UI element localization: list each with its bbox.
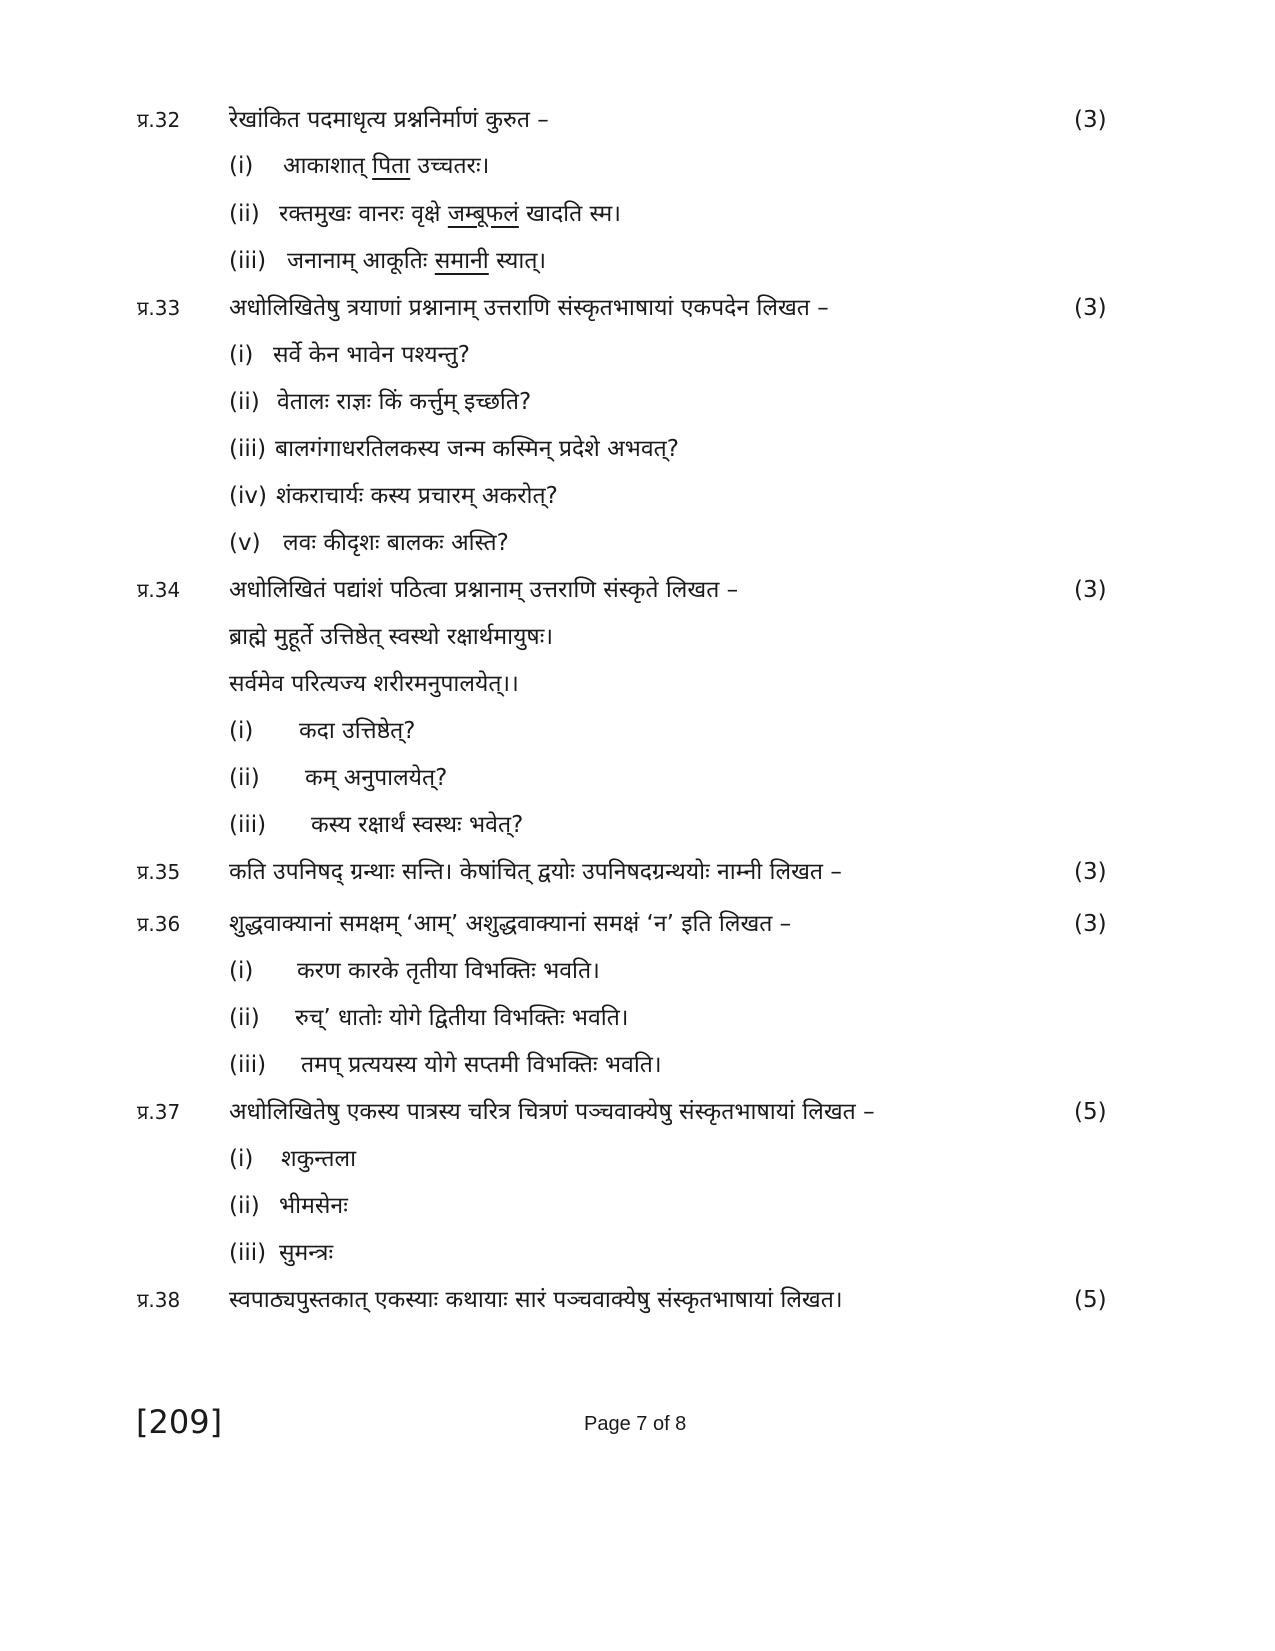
verse-text: सर्वमेव परित्यज्य शरीरमनुपालयेत्।। <box>229 671 519 697</box>
item-label: (i) <box>229 153 254 179</box>
question-text: रेखांकित पदमाधृत्य प्रश्ननिर्माणं कुरुत – <box>229 107 549 133</box>
question-number: प्र.34 <box>137 578 181 602</box>
question-34 <box>0 572 1275 608</box>
question-text: अधोलिखितेषु एकस्य पात्रस्य चरित्र चित्रणं पञ्चवाक्येषु संस्कृतभाषायां लिखत – <box>229 1099 875 1125</box>
item-label: (i) <box>229 718 254 744</box>
q33-item-2 <box>0 384 1275 420</box>
q36-item-1 <box>0 953 1275 989</box>
verse-line-1 <box>0 619 1275 655</box>
question-number: प्र.33 <box>137 296 181 320</box>
item-label: (v) <box>229 530 261 556</box>
q36-item-3 <box>0 1047 1275 1083</box>
item-text: कम् अनुपालयेत्? <box>305 765 448 791</box>
underlined-word: पिता <box>372 153 411 179</box>
item-text <box>287 243 546 279</box>
item-label: (i) <box>229 1146 254 1172</box>
paper-code: [209] <box>136 1403 223 1441</box>
item-text <box>283 148 489 184</box>
question-marks: (3) <box>1074 107 1107 133</box>
item-label: (ii) <box>229 1193 260 1219</box>
item-label: (iii) <box>229 812 267 838</box>
question-38 <box>0 1282 1275 1318</box>
q33-item-1 <box>0 337 1275 373</box>
item-text-pre: जनानाम् आकूतिः <box>287 248 435 274</box>
q34-item-2 <box>0 760 1275 796</box>
q33-item-3 <box>0 431 1275 467</box>
question-text: स्वपाठ्यपुस्तकात् एकस्याः कथायाः सारं पञ्चवाक्येषु संस्कृतभाषायां लिखत। <box>229 1287 843 1313</box>
item-text: सुमन्त्रः <box>279 1240 334 1266</box>
item-text: कस्य रक्षार्थं स्वस्थः भवेत्? <box>311 812 524 838</box>
question-marks: (3) <box>1074 859 1107 885</box>
q34-item-1 <box>0 713 1275 749</box>
item-label: (ii) <box>229 765 260 791</box>
question-33 <box>0 290 1275 326</box>
question-number: प्र.32 <box>137 108 181 132</box>
item-text: लवः कीदृशः बालकः अस्ति? <box>283 530 509 556</box>
item-text-post: उच्चतरः। <box>410 153 490 179</box>
question-marks: (5) <box>1074 1287 1107 1313</box>
item-text: वेतालः राज्ञः किं कर्त्तुम् इच्छति? <box>277 389 532 415</box>
item-label: (i) <box>229 342 254 368</box>
question-number: प्र.35 <box>137 860 181 884</box>
q32-item-2 <box>0 196 1275 232</box>
question-marks: (3) <box>1074 295 1107 321</box>
item-label: (iii) <box>229 436 267 462</box>
item-label: (iv) <box>229 483 267 509</box>
underlined-word: समानी <box>434 248 489 274</box>
question-text: शुद्धवाक्यानां समक्षम् ‘आम्’ अशुद्धवाक्यानां समक्षं ‘न’ इति लिखत – <box>229 911 792 937</box>
item-text-pre: आकाशात् <box>283 153 373 179</box>
q37-item-2 <box>0 1188 1275 1224</box>
item-text: करण कारके तृतीया विभक्तिः भवति। <box>297 958 600 984</box>
item-label: (ii) <box>229 201 260 227</box>
question-marks: (3) <box>1074 577 1107 603</box>
item-text: कदा उत्तिष्ठेत्? <box>299 718 416 744</box>
verse-line-2 <box>0 666 1275 702</box>
q37-item-3 <box>0 1235 1275 1271</box>
item-label: (iii) <box>229 1052 267 1078</box>
question-32 <box>0 102 1275 138</box>
item-label: (ii) <box>229 389 260 415</box>
item-text: सर्वे केन भावेन पश्यन्तु? <box>273 342 470 368</box>
q33-item-5 <box>0 525 1275 561</box>
q32-item-3 <box>0 243 1275 279</box>
q32-item-1 <box>0 148 1275 184</box>
item-text: रुच्’ धातोः योगे द्वितीया विभक्तिः भवति। <box>295 1005 629 1031</box>
question-36 <box>0 906 1275 942</box>
item-text <box>279 196 621 232</box>
item-text-pre: रक्तमुखः वानरः वृक्षे <box>279 201 448 227</box>
question-text: कति उपनिषद् ग्रन्थाः सन्ति। केषांचित् द्वयोः उपनिषदग्रन्थयोः नाम्नी लिखत – <box>229 859 842 885</box>
underlined-word: जम्बूफलं <box>447 201 519 227</box>
question-marks: (3) <box>1074 911 1107 937</box>
item-text-post: खादति स्म। <box>518 201 621 227</box>
q34-item-3 <box>0 807 1275 843</box>
question-marks: (5) <box>1074 1099 1107 1125</box>
item-text: शकुन्तला <box>281 1146 357 1172</box>
question-text: अधोलिखितेषु त्रयाणां प्रश्नानाम् उत्तराणि संस्कृतभाषायां एकपदेन लिखत – <box>229 295 829 321</box>
question-number: प्र.37 <box>137 1100 181 1124</box>
question-text: अधोलिखितं पद्यांशं पठित्वा प्रश्नानाम् उत्तराणि संस्कृते लिखत – <box>229 577 739 603</box>
item-text-post: स्यात्। <box>488 248 547 274</box>
question-35 <box>0 854 1275 890</box>
question-number: प्र.36 <box>137 912 181 936</box>
page-number: Page 7 of 8 <box>584 1413 687 1435</box>
item-text: शंकराचार्यः कस्य प्रचारम् अकरोत्? <box>276 483 558 509</box>
verse-text: ब्राह्मे मुहूर्ते उत्तिष्ठेत् स्वस्थो रक्षार्थमायुषः। <box>229 624 554 650</box>
item-label: (iii) <box>229 1240 267 1266</box>
q33-item-4 <box>0 478 1275 514</box>
item-text: तमप् प्रत्ययस्य योगे सप्तमी विभक्तिः भवति। <box>301 1052 662 1078</box>
item-label: (i) <box>229 958 254 984</box>
question-37 <box>0 1094 1275 1130</box>
q37-item-1 <box>0 1141 1275 1177</box>
item-text: बालगंगाधरतिलकस्य जन्म कस्मिन् प्रदेशे अभवत्? <box>275 436 679 462</box>
item-text: भीमसेनः <box>279 1193 348 1219</box>
item-label: (iii) <box>229 248 267 274</box>
q36-item-2 <box>0 1000 1275 1036</box>
question-number: प्र.38 <box>137 1288 181 1312</box>
item-label: (ii) <box>229 1005 260 1031</box>
